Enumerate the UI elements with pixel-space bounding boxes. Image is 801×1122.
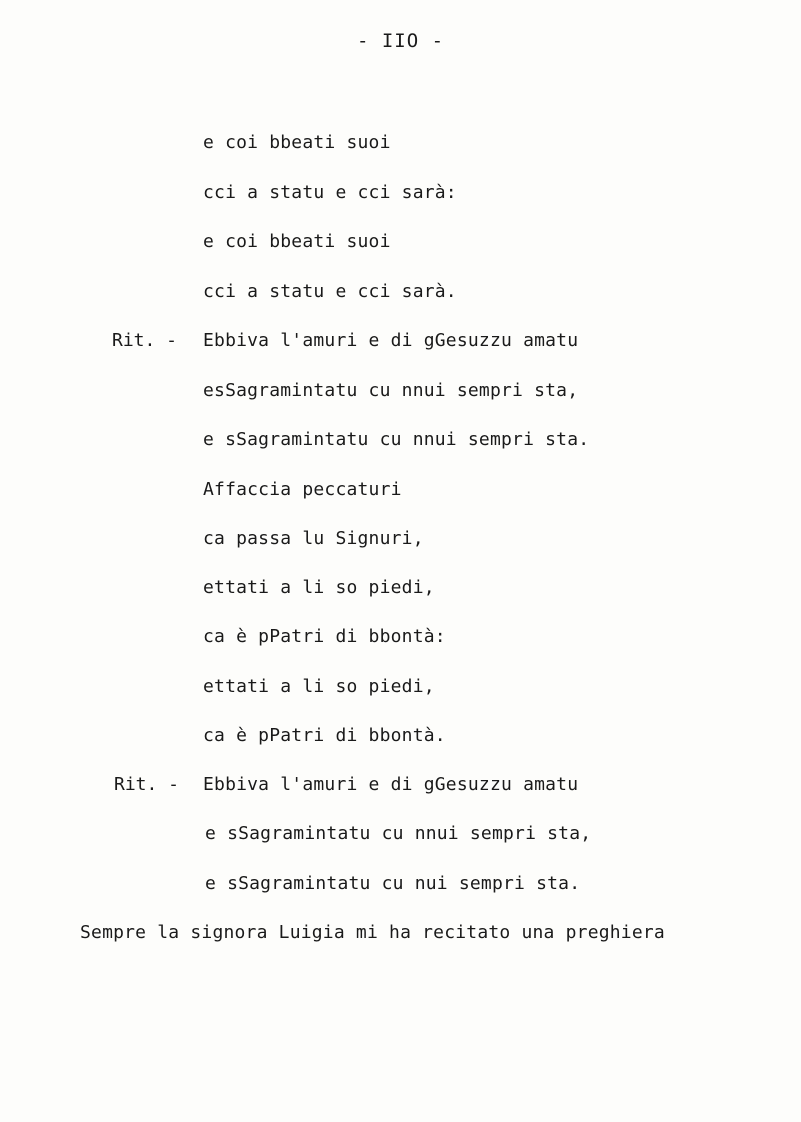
refrain-label: Rit. - <box>112 330 178 351</box>
refrain-line: esSagramintatu cu nnui sempri sta, <box>203 380 579 401</box>
page-number: - IIO - <box>356 30 445 52</box>
refrain-line: e sSagramintatu cu nnui sempri sta, <box>205 823 592 844</box>
verse-line: ca è pPatri di bbontà. <box>203 725 446 746</box>
verse-line: Affaccia peccaturi <box>203 479 402 500</box>
verse-line: cci a statu e cci sarà. <box>203 281 457 302</box>
refrain-line: e sSagramintatu cu nui sempri sta. <box>205 873 581 894</box>
refrain-label: Rit. - <box>114 774 180 795</box>
refrain-line: e sSagramintatu cu nnui sempri sta. <box>203 429 590 450</box>
verse-line: ca passa lu Signuri, <box>203 528 424 549</box>
verse-line: e coi bbeati suoi <box>203 231 391 252</box>
verse-line: e coi bbeati suoi <box>203 132 391 153</box>
refrain-line: Ebbiva l'amuri e di gGesuzzu amatu <box>203 774 579 795</box>
verse-line: ca è pPatri di bbontà: <box>203 626 446 647</box>
verse-line: cci a statu e cci sarà: <box>203 182 457 203</box>
verse-line: ettati a li so piedi, <box>203 577 435 598</box>
verse-line: ettati a li so piedi, <box>203 676 435 697</box>
refrain-line: Ebbiva l'amuri e di gGesuzzu amatu <box>203 330 579 351</box>
prose-line: Sempre la signora Luigia mi ha recitato una preghiera <box>80 922 665 943</box>
